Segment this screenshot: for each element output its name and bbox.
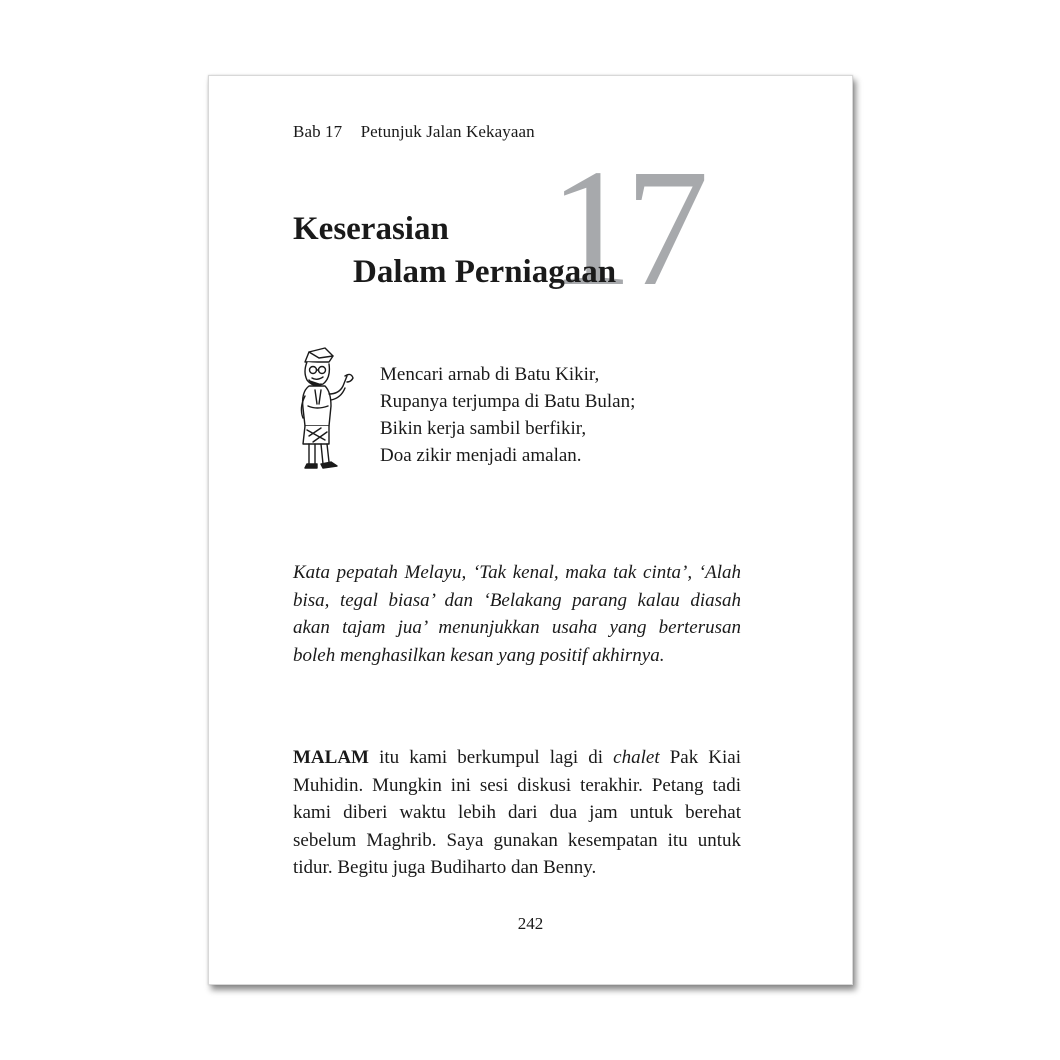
- poem-line: Doa zikir menjadi amalan.: [380, 445, 582, 466]
- poem-line: Rupanya terjumpa di Batu Bulan;: [380, 391, 636, 412]
- chapter-number: 17: [549, 135, 701, 321]
- running-head-chapter: Bab 17: [293, 122, 343, 141]
- chapter-title-line2: Dalam Perniagaan: [353, 254, 617, 290]
- opening-poem: [380, 361, 635, 469]
- body-text-part2: Pak Kiai Muhidin. Mungkin ini sesi diskusi terakhir. Petang tadi kami diberi waktu lebih dari dua jam untuk berehat sebelum Maghrib. Saya gunakan kesempatan itu untuk tidur. Begitu juga Budiharto dan Benny.: [293, 747, 742, 878]
- body-lead-word: MALAM: [293, 747, 369, 768]
- running-head-book-title: Petunjuk Jalan Kekayaan: [360, 122, 535, 141]
- body-italic-word: chalet: [613, 747, 660, 768]
- cartoon-man-icon: [295, 346, 355, 474]
- poem-line: Bikin kerja sambil berfikir,: [380, 418, 587, 439]
- proverb-paragraph: Kata pepatah Melayu, ‘Tak kenal, maka tak cinta’, ‘Alah bisa, tegal biasa’ dan ‘Belakang parang kalau diasah akan tajam jua’ menunjukkan usaha yang berterusan boleh menghasilkan kesan yang positif akhirnya.: [293, 562, 741, 666]
- book-page: [208, 75, 853, 985]
- chapter-title-line1: Keserasian: [293, 211, 449, 247]
- body-paragraph: [293, 744, 741, 882]
- page-number: 242: [517, 914, 544, 933]
- poem-line: Mencari arnab di Batu Kikir,: [380, 364, 600, 385]
- body-text-part1: itu kami berkumpul lagi di: [368, 747, 614, 768]
- running-head: [293, 122, 535, 142]
- chapter-title: [293, 208, 616, 294]
